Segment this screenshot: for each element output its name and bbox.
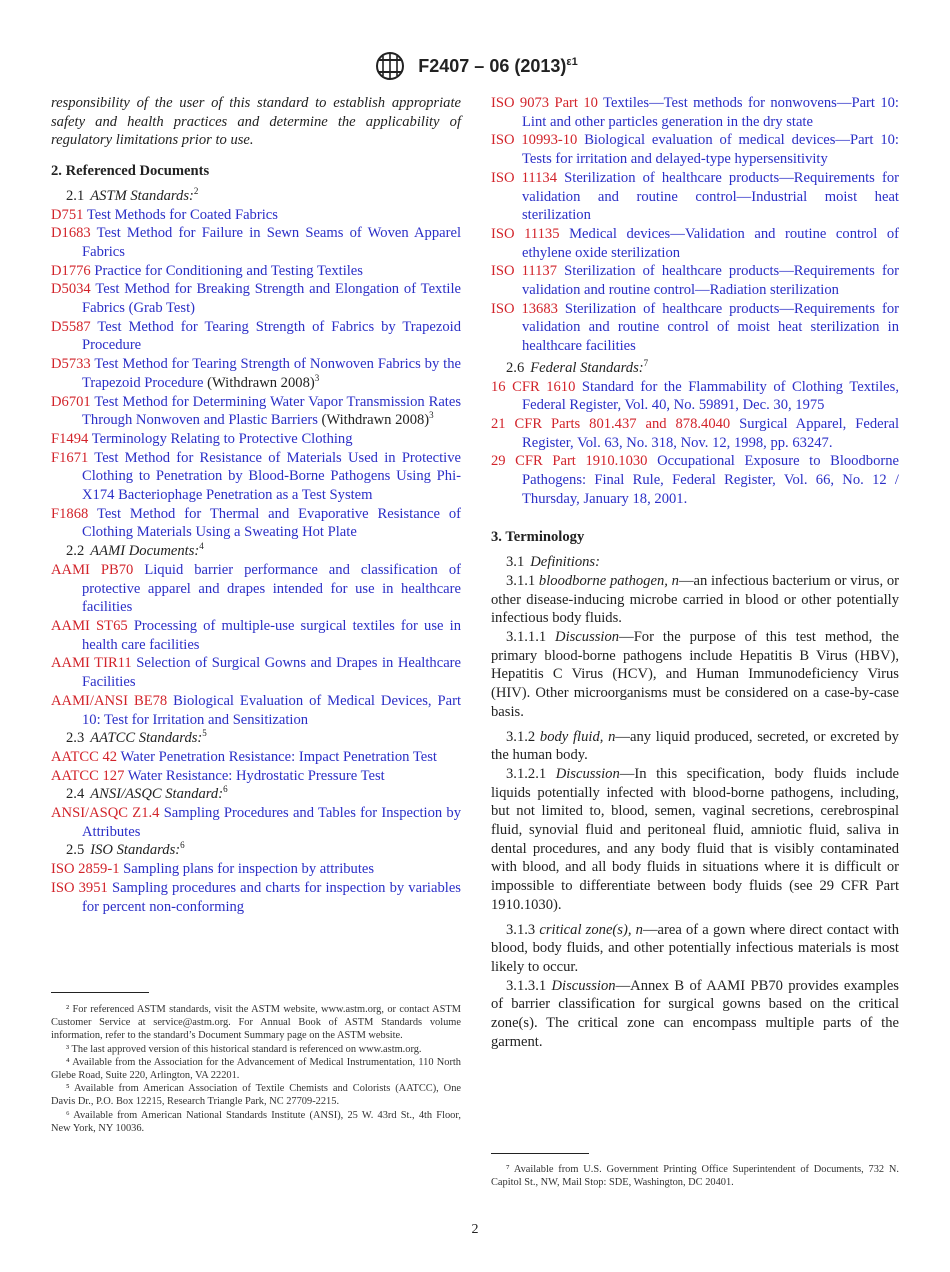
reference-code[interactable]: 16 CFR 1610	[491, 378, 576, 395]
reference-item	[491, 300, 899, 356]
reference-item	[491, 169, 899, 225]
discussion-3-1-1-1: 3.1.1.1 Discussion—For the purpose of this test method, the primary blood-borne pathogens include Hepatitis B Virus (HBV), Hepatitis C Virus (HCV), and Human Immunodeficiency Virus (HIV). Other microorganisms must be considered on a case-by-case basis.	[491, 628, 899, 720]
reference-title[interactable]: Test Method for Thermal and Evaporative Resistance of Clothing Materials Using a Sweating Hot Plate	[82, 505, 461, 541]
reference-title[interactable]: Test Methods for Coated Fabrics	[86, 206, 278, 223]
reference-item	[51, 561, 461, 617]
definition-3-1-1: 3.1.1 bloodborne pathogen, n—an infectious bacterium or virus, or other disease-inducing microbe carried in blood or other potentially infectious body fluids.	[491, 572, 899, 627]
reference-title[interactable]: Selection of Surgical Gowns and Drapes in Healthcare Facilities	[82, 655, 462, 691]
reference-item	[51, 449, 461, 505]
reference-code[interactable]: F1868	[51, 505, 89, 522]
reference-code[interactable]: D6701	[51, 393, 91, 410]
reference-code[interactable]: AAMI/ANSI BE78	[51, 692, 168, 709]
page-header	[0, 50, 950, 82]
footnote-divider-right	[491, 1153, 589, 1154]
reference-item	[51, 654, 461, 691]
footnote-2: ² For referenced ASTM standards, visit the ASTM website, www.astm.org, or contact ASTM Customer Service at service@astm.org. For Annual Book of ASTM Standards volume information, refer to the standard’s Document Summary page on the ASTM website.	[51, 1004, 461, 1042]
reference-item	[491, 378, 899, 415]
footnote-marker: 3	[429, 410, 434, 421]
discussion-3-1-3-1: 3.1.3.1 Discussion—Annex B of AAMI PB70 provides examples of barrier classification for surgical gowns based on the critical zone(s). The critical zone can encompass multiple parts of the garment.	[491, 977, 899, 1050]
footnote-divider-left	[51, 992, 149, 993]
reference-code[interactable]: D5733	[51, 356, 91, 373]
reference-title[interactable]: Sterilization of healthcare products—Requirements for validation and routine control—Radiation sterilization	[522, 263, 899, 299]
federal-reference-list	[491, 378, 899, 509]
reference-item	[51, 860, 461, 879]
intro-text: responsibility of the user of this standard to establish appropriate safety and health practices and determine the applicability of regulatory limitations prior to use.	[51, 95, 461, 149]
reference-code[interactable]: AATCC 42	[51, 748, 118, 765]
reference-code[interactable]: D1683	[51, 225, 91, 242]
reference-item	[491, 225, 899, 262]
reference-title[interactable]: Textiles—Test methods for nonwovens—Part 10: Lint and other particles generation in the dry state	[522, 95, 899, 130]
reference-title[interactable]: Biological Evaluation of Medical Devices, Part 10: Test for Irritation and Sensitization	[82, 692, 462, 728]
subsection-2-6: 2.6 Federal Standards:$^7$	[506, 357, 649, 376]
reference-note: (Withdrawn 2008)	[321, 412, 430, 429]
reference-code[interactable]: ISO 11134	[491, 169, 558, 186]
reference-item	[51, 879, 461, 916]
reference-item	[51, 393, 461, 430]
reference-title[interactable]: Biological evaluation of medical devices—Part 10: Tests for irritation and delayed-type hypersensitivity	[522, 132, 899, 168]
reference-title[interactable]: Liquid barrier performance and classification of protective apparel and drapes intended for use in healthcare facilities	[82, 561, 461, 616]
ansi-reference-list	[51, 804, 461, 841]
reference-code[interactable]: ISO 2859-1	[51, 861, 120, 878]
subsection-2-2: 2.2 AAMI Documents:$^4$	[66, 541, 204, 560]
reference-item	[51, 617, 461, 654]
reference-item	[51, 692, 461, 729]
reference-title[interactable]: Test Method for Failure in Sewn Seams of Woven Apparel Fabrics	[82, 225, 462, 260]
reference-item	[51, 280, 461, 317]
reference-item	[491, 262, 899, 299]
astm-reference-list	[51, 206, 461, 543]
subsection-2-3: 2.3 AATCC Standards:$^5$	[66, 728, 207, 747]
reference-note: (Withdrawn 2008)	[207, 374, 315, 391]
reference-code[interactable]: D5034	[51, 281, 91, 298]
reference-item	[491, 452, 899, 508]
reference-code[interactable]: D5587	[51, 318, 91, 335]
reference-title[interactable]: Test Method for Tearing Strength of Nonwoven Fabrics by the Trapezoid Procedure	[82, 356, 461, 391]
reference-item	[51, 430, 461, 449]
reference-title[interactable]: Water Penetration Resistance: Impact Penetration Test	[120, 748, 437, 765]
reference-title[interactable]: Sampling procedures and charts for inspection by variables for percent non-conforming	[82, 879, 461, 915]
reference-code[interactable]: ISO 11135	[491, 225, 560, 242]
reference-item	[51, 262, 461, 281]
reference-code[interactable]: D1776	[51, 262, 91, 279]
reference-title[interactable]: Test Method for Determining Water Vapor Transmission Rates Through Nonwoven and Plastic Barriers	[82, 393, 462, 429]
reference-item	[51, 505, 461, 542]
aatcc-reference-list	[51, 748, 461, 785]
right-column	[491, 94, 899, 1051]
reference-item	[51, 224, 461, 261]
footnote-marker: 3	[314, 372, 320, 383]
reference-title[interactable]: Sterilization of healthcare products—Requirements for validation and routine control—Industrial moist heat sterilization	[522, 169, 899, 224]
reference-title[interactable]: Standard for the Flammability of Clothing Textiles, Federal Register, Vol. 40, No. 59891, Dec. 30, 1975	[522, 378, 899, 414]
footnote-3: ³ The last approved version of this historical standard is referenced on www.astm.org.	[66, 1043, 422, 1055]
reference-title[interactable]: Practice for Conditioning and Testing Textiles	[94, 262, 363, 279]
reference-code[interactable]: ISO 11137	[491, 263, 558, 280]
reference-code[interactable]: AAMI ST65	[51, 617, 128, 634]
section-3-heading: 3. Terminology	[491, 529, 585, 546]
page-number: 2	[471, 1222, 479, 1237]
footnote-6: ⁶ Available from American National Standards Institute (ANSI), 25 W. 43rd St., 4th Floor, New York, NY 10036.	[51, 1109, 461, 1134]
reference-item	[51, 748, 461, 767]
reference-code[interactable]: AATCC 127	[51, 767, 125, 784]
reference-code[interactable]: F1671	[51, 449, 89, 466]
subsection-2-4: 2.4 ANSI/ASQC Standard:$^6$	[66, 784, 228, 803]
reference-code[interactable]: 29 CFR Part 1910.1030	[491, 453, 648, 470]
definition-3-1-2: 3.1.2 body fluid, n—any liquid produced, secreted, or excreted by the human body.	[491, 728, 899, 764]
reference-title[interactable]: Water Resistance: Hydrostatic Pressure Test	[127, 767, 385, 784]
reference-item	[491, 131, 899, 168]
reference-code[interactable]: ANSI/ASQC Z1.4	[51, 805, 160, 822]
footnotes-right	[491, 1163, 899, 1189]
reference-code[interactable]: ISO 13683	[491, 300, 558, 317]
footnote-7: ⁷ Available from U.S. Government Printing Office Superintendent of Documents, 732 N. Capitol St., NW, Mail Stop: SDE, Washington, DC 20401.	[491, 1164, 899, 1189]
footnotes-left	[51, 1003, 461, 1135]
reference-title[interactable]: Test Method for Resistance of Materials Used in Protective Clothing to Penetration by Blood-Borne Pathogens Using Phi-X174 Bacteriophage Penetration as a Test System	[82, 449, 461, 504]
reference-title[interactable]: Sterilization of healthcare products—Requirements for validation and routine control of moist heat sterilization in healthcare facilities	[522, 300, 899, 355]
reference-code[interactable]: 21 CFR Parts 801.437 and 878.4040	[491, 415, 731, 432]
section-2-heading: 2. Referenced Documents	[51, 163, 210, 180]
definition-3-1-3: 3.1.3 critical zone(s), n—area of a gown where direct contact with blood, body fluids, and other potentially infectious materials is most likely to occur.	[491, 921, 899, 975]
reference-item	[51, 355, 461, 392]
left-column	[51, 94, 461, 916]
subsection-2-1: 2.1 ASTM Standards:$^2$	[66, 185, 199, 204]
reference-item	[51, 804, 461, 841]
reference-code[interactable]: ISO 10993-10	[491, 132, 578, 149]
standard-designation: F2407 – 06 $(2013)^{\varepsilon 1}$	[418, 55, 578, 76]
reference-code[interactable]: ISO 9073 Part 10	[491, 95, 598, 111]
reference-title[interactable]: Test Method for Tearing Strength of Fabrics by Trapezoid Procedure	[82, 318, 461, 354]
reference-title[interactable]: Test Method for Breaking Strength and Elongation of Textile Fabrics (Grab Test)	[82, 281, 461, 317]
iso-reference-list-right	[491, 94, 899, 356]
reference-item	[51, 318, 461, 355]
reference-title[interactable]: Sampling plans for inspection by attributes	[123, 861, 375, 878]
discussion-3-1-2-1: 3.1.2.1 Discussion—In this specification, body fluids include liquids potentially infected with blood-borne pathogens, including, but not limited to, blood, semen, vaginal secretions, cerebrospinal fluid, synovial fluid and peritoneal fluid, amniotic fluid, saliva in dental procedures, and any body fluid that is visibly contaminated with blood, and all body fluids in situations where it is difficult or impossible to differentiate between body fluids (see 29 CFR Part 1910.1030).	[491, 765, 899, 913]
reference-title[interactable]: Sampling Procedures and Tables for Inspection by Attributes	[82, 805, 462, 840]
reference-title[interactable]: Medical devices—Validation and routine control of ethylene oxide sterilization	[522, 225, 899, 261]
reference-item	[51, 767, 461, 786]
footnote-5: ⁵ Available from American Association of Textile Chemists and Colorists (AATCC), One Davis Dr., P.O. Box 12215, Research Triangle Park, NC 27709-2215.	[51, 1083, 461, 1108]
reference-title[interactable]: Surgical Apparel, Federal Register, Vol. 63, No. 318, Nov. 12, 1998, pp. 63247.	[522, 415, 899, 451]
reference-title[interactable]: Terminology Relating to Protective Clothing	[91, 430, 353, 447]
reference-item	[491, 415, 899, 452]
reference-code[interactable]: AAMI PB70	[51, 561, 134, 578]
reference-item	[51, 206, 461, 225]
reference-title[interactable]: Processing of multiple-use surgical textiles for use in health care facilities	[82, 617, 461, 653]
reference-item	[491, 94, 899, 131]
aami-reference-list	[51, 561, 461, 729]
reference-code[interactable]: F1494	[51, 430, 89, 447]
astm-logo-icon	[372, 50, 408, 82]
reference-code[interactable]: D751	[51, 206, 84, 223]
footnote-4: ⁴ Available from the Association for the Advancement of Medical Instrumentation, 110 North Glebe Road, Suite 220, Arlington, VA 22201.	[51, 1056, 461, 1082]
definitions-heading: 3.1 Definitions:	[506, 554, 600, 571]
reference-title[interactable]: Occupational Exposure to Bloodborne Pathogens: Final Rule, Federal Register, Vol. 66, No. 12 / Thursday, January 18, 2001.	[522, 453, 899, 507]
iso-reference-list-left	[51, 860, 461, 916]
reference-code[interactable]: AAMI TIR11	[51, 655, 132, 672]
reference-code[interactable]: ISO 3951	[51, 879, 108, 896]
subsection-2-5: 2.5 ISO Standards:$^6$	[66, 840, 185, 859]
